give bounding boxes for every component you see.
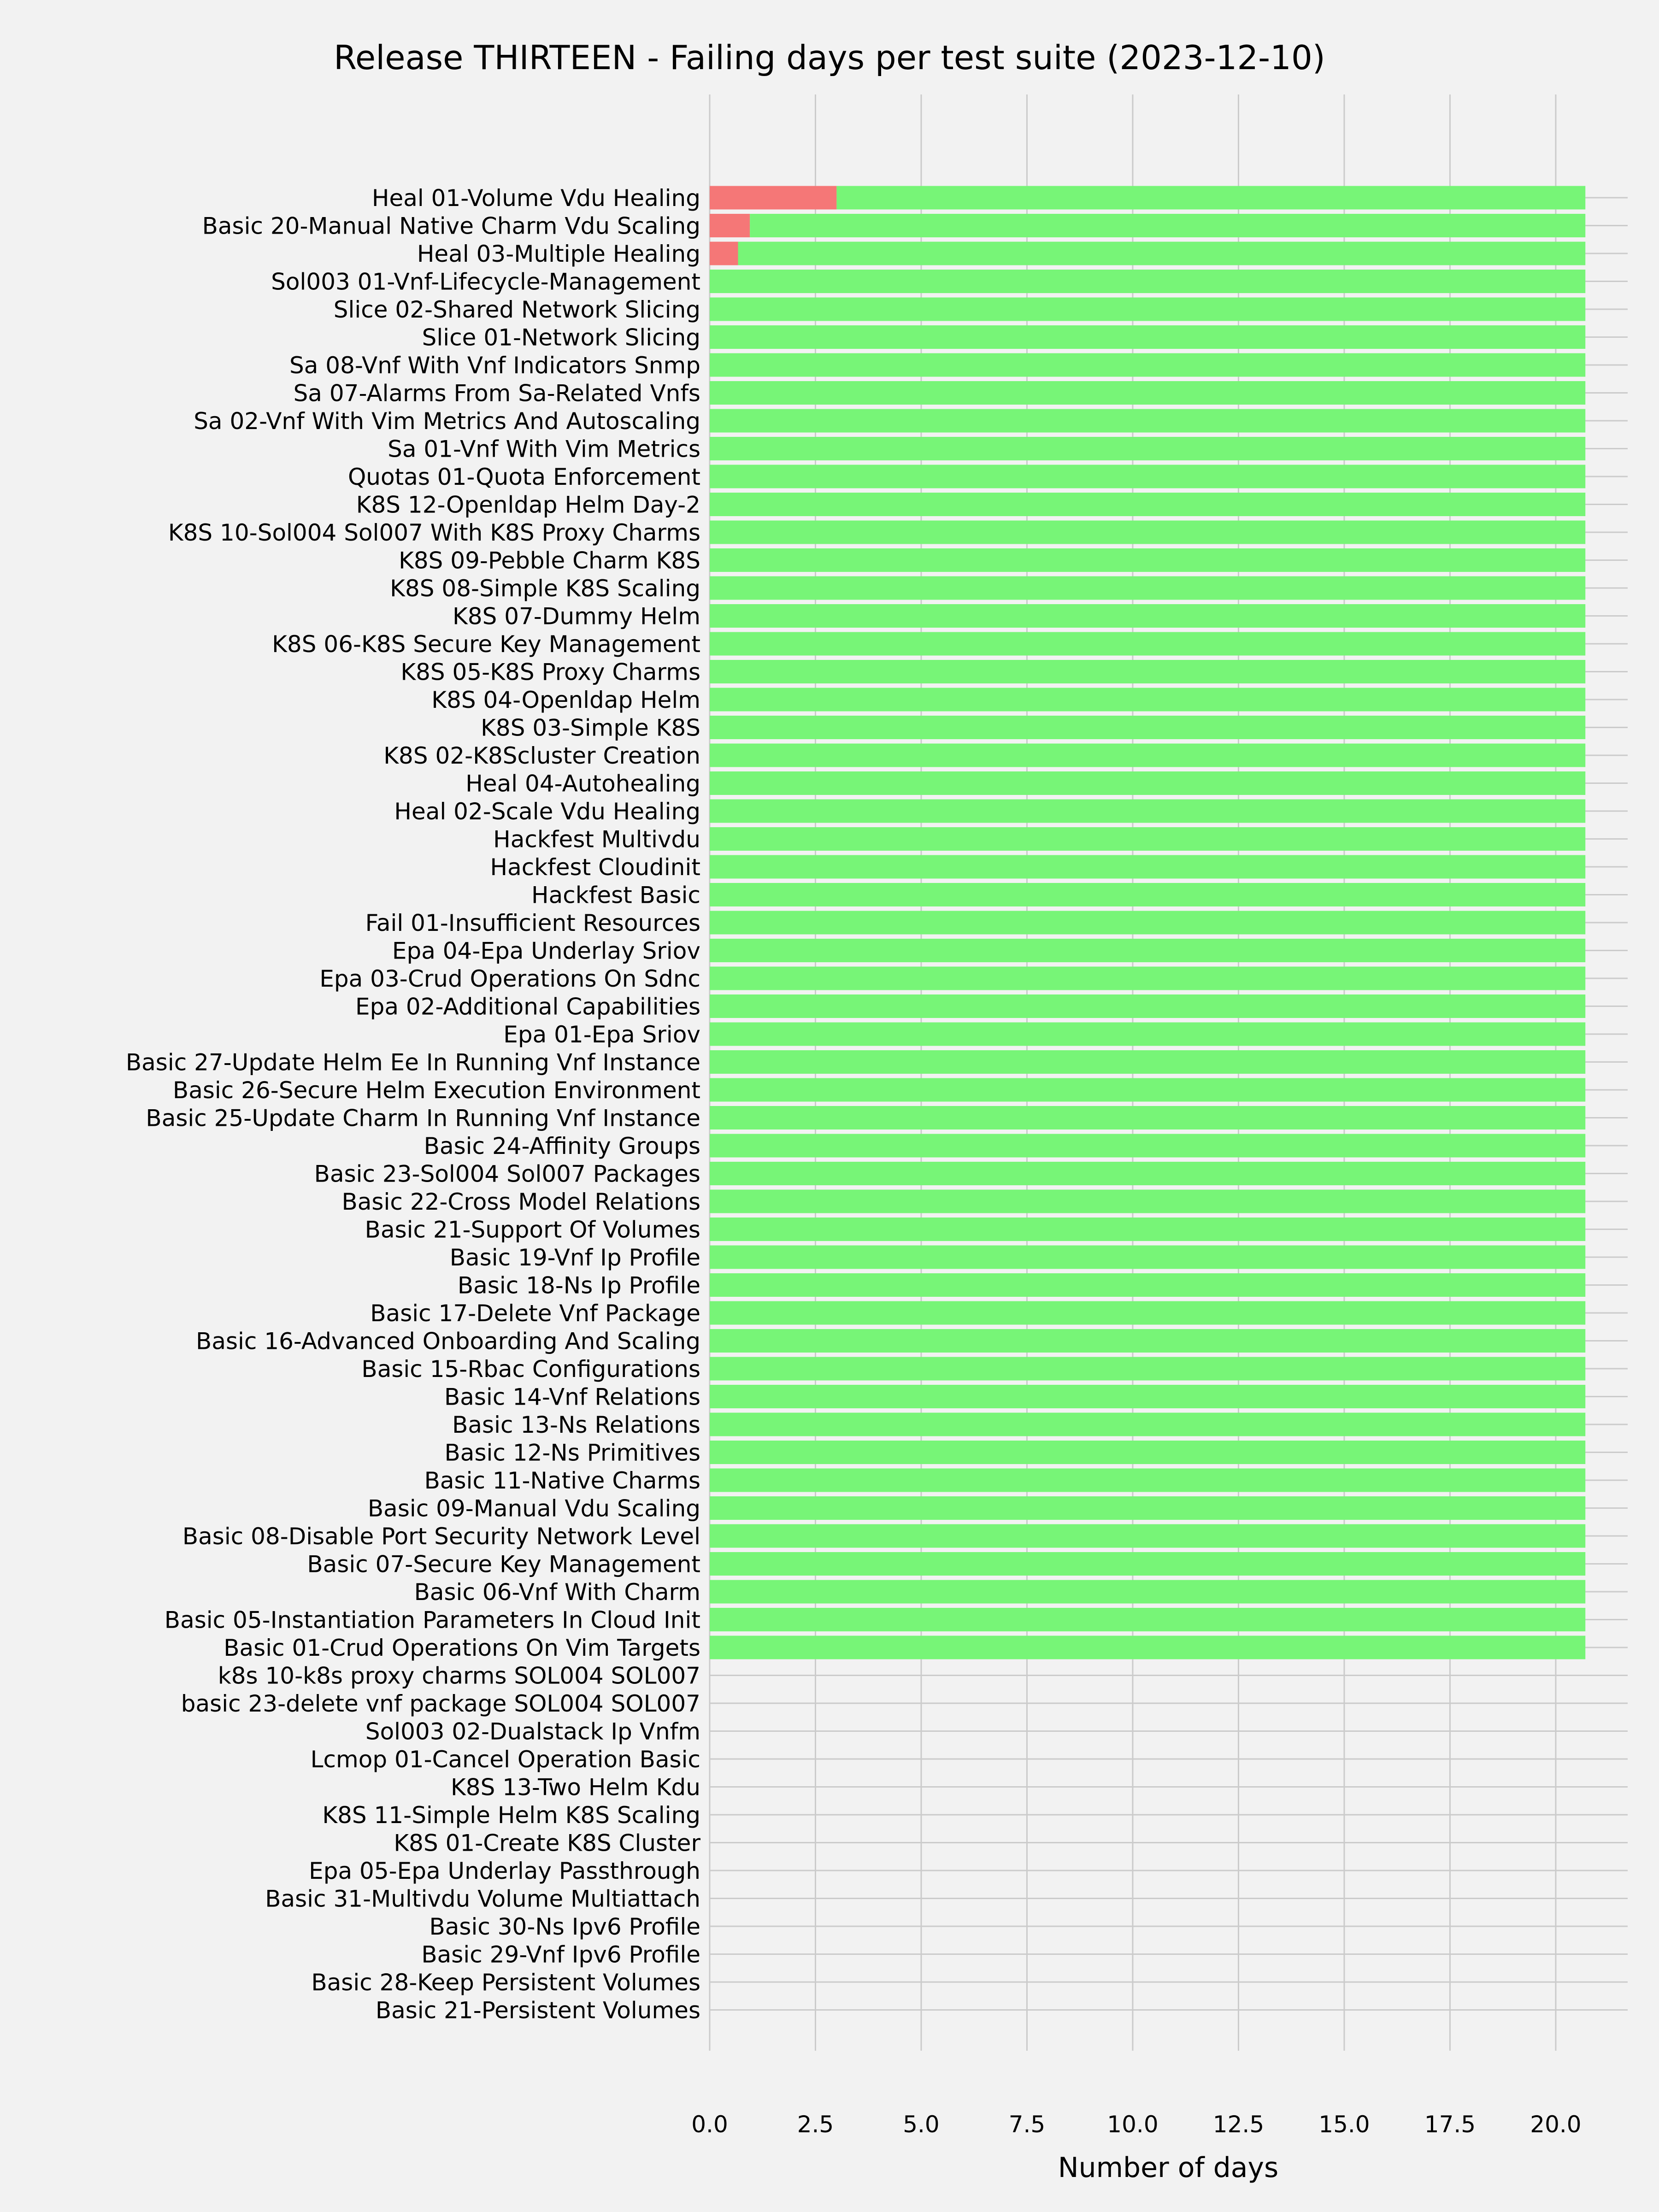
bar-pass-41 [710,1301,1585,1325]
bar-pass-14 [710,548,1585,572]
bar-pass-3 [738,242,1586,265]
category-label: Basic 06-Vnf With Charm [414,1579,700,1606]
x-tick-label: 7.5 [1008,2111,1046,2138]
bar-pass-26 [710,883,1585,906]
bar-pass-15 [710,577,1585,600]
x-tick-label: 15.0 [1318,2111,1370,2138]
category-label: Heal 02-Scale Vdu Healing [394,798,700,825]
bar-pass-11 [710,465,1585,488]
bar-pass-25 [710,855,1585,879]
x-tick-label: 0.0 [691,2111,728,2138]
bar-pass-33 [710,1078,1585,1102]
bar-pass-18 [710,660,1585,683]
category-label: Sol003 02-Dualstack Ip Vnfm [365,1718,700,1745]
chart-title: Release THIRTEEN - Failing days per test suite (2023-12-10) [334,38,1325,77]
category-label: Basic 17-Delete Vnf Package [370,1300,700,1327]
category-label: Basic 09-Manual Vdu Scaling [367,1495,700,1522]
category-label: K8S 08-Simple K8S Scaling [390,575,700,602]
bar-pass-34 [710,1106,1585,1130]
category-label: K8S 13-Two Helm Kdu [450,1774,700,1801]
category-label: Slice 01-Network Slicing [422,324,700,351]
bar-pass-49 [710,1524,1585,1548]
category-label: Basic 31-Multivdu Volume Multiattach [265,1885,700,1912]
category-label: K8S 06-K8S Secure Key Management [272,631,700,658]
category-label: Basic 01-Crud Operations On Vim Targets [224,1635,700,1661]
bar-pass-20 [710,716,1585,739]
category-label: K8S 11-Simple Helm K8S Scaling [322,1802,700,1829]
category-label: Sa 01-Vnf With Vim Metrics [388,435,700,463]
category-label: K8S 02-K8Scluster Creation [383,742,700,769]
category-label: Basic 16-Advanced Onboarding And Scaling [196,1328,700,1355]
x-tick-label: 5.0 [903,2111,940,2138]
bar-pass-29 [710,967,1585,990]
bar-pass-53 [710,1636,1585,1659]
bar-pass-45 [710,1413,1585,1436]
category-label: Epa 02-Additional Capabilities [355,993,700,1020]
category-label: Basic 21-Persistent Volumes [375,1997,700,2024]
bar-pass-47 [710,1469,1585,1492]
category-label: Sol003 01-Vnf-Lifecycle-Management [271,268,700,295]
category-label: Basic 11-Native Charms [424,1467,700,1494]
bar-pass-38 [710,1218,1585,1241]
category-label: Heal 04-Autohealing [465,770,700,797]
bar-pass-19 [710,688,1585,712]
category-label: k8s 10-k8s proxy charms SOL004 SOL007 [218,1662,700,1689]
bar-pass-36 [710,1162,1585,1185]
bar-pass-44 [710,1385,1585,1408]
bar-pass-31 [710,1023,1585,1046]
category-label: K8S 12-Openldap Helm Day-2 [356,491,700,518]
category-label: Hackfest Cloudinit [490,854,700,881]
category-label: K8S 09-Pebble Charm K8S [399,547,700,574]
bar-pass-17 [710,632,1585,656]
category-label: Sa 07-Alarms From Sa-Related Vnfs [293,380,700,407]
category-label: Sa 08-Vnf With Vnf Indicators Snmp [289,352,700,379]
category-label: Heal 03-Multiple Healing [417,241,700,267]
category-label: K8S 04-Openldap Helm [431,687,700,713]
bar-pass-1 [836,186,1585,210]
bar-pass-22 [710,771,1585,795]
bar-pass-40 [710,1273,1585,1297]
bar-pass-42 [710,1329,1585,1353]
bar-pass-32 [710,1050,1585,1074]
category-label: Basic 26-Secure Helm Execution Environment [172,1077,700,1104]
category-label: Basic 12-Ns Primitives [444,1439,700,1466]
category-label: Basic 29-Vnf Ipv6 Profile [421,1941,700,1968]
category-label: Heal 01-Volume Vdu Healing [371,185,700,212]
x-tick-label: 10.0 [1107,2111,1159,2138]
category-label: K8S 05-K8S Proxy Charms [400,659,700,686]
category-label: K8S 03-Simple K8S [481,714,700,741]
category-label: Basic 05-Instantiation Parameters In Cloud Init [164,1606,700,1634]
category-label: K8S 01-Create K8S Cluster [394,1830,700,1857]
category-label: K8S 07-Dummy Helm [453,603,700,630]
category-label: Basic 15-Rbac Configurations [361,1356,700,1382]
category-label: Epa 05-Epa Underlay Passthrough [309,1858,700,1884]
x-tick-label: 2.5 [797,2111,834,2138]
bar-pass-8 [710,381,1585,405]
bar-pass-2 [750,214,1585,237]
bar-pass-7 [710,353,1585,377]
bar-pass-24 [710,827,1585,851]
category-label: basic 23-delete vnf package SOL004 SOL007 [181,1690,700,1717]
category-label: Basic 19-Vnf Ip Profile [449,1244,700,1271]
x-axis-ticks [691,2111,1581,2138]
bar-pass-51 [710,1580,1585,1604]
bar-pass-46 [710,1441,1585,1464]
bar-pass-10 [710,437,1585,460]
category-label: Basic 08-Disable Port Security Network Level [182,1523,700,1550]
bar-pass-23 [710,800,1585,823]
bar-pass-39 [710,1246,1585,1269]
bar-pass-21 [710,744,1585,767]
category-label: Basic 22-Cross Model Relations [341,1188,700,1215]
category-label: Basic 20-Manual Native Charm Vdu Scaling [202,212,700,240]
bar-pass-52 [710,1608,1585,1631]
category-label: Basic 13-Ns Relations [452,1412,700,1438]
bar-fail-2 [710,214,750,237]
bar-pass-4 [710,270,1585,293]
category-label: Epa 04-Epa Underlay Sriov [392,937,700,965]
category-label: Basic 24-Affinity Groups [424,1133,700,1159]
category-label: Lcmop 01-Cancel Operation Basic [310,1746,700,1773]
bar-pass-43 [710,1357,1585,1381]
bar-pass-12 [710,493,1585,516]
x-tick-label: 12.5 [1212,2111,1265,2138]
bar-pass-27 [710,911,1585,935]
category-label: Basic 25-Update Charm In Running Vnf Instance [146,1105,700,1132]
bar-pass-30 [710,994,1585,1018]
category-label: Epa 03-Crud Operations On Sdnc [319,965,700,992]
category-label: Quotas 01-Quota Enforcement [347,464,700,490]
bar-pass-6 [710,325,1585,349]
category-label: Basic 21-Support Of Volumes [365,1216,700,1243]
category-label: K8S 10-Sol004 Sol007 With K8S Proxy Charms [168,519,700,546]
category-label: Basic 28-Keep Persistent Volumes [311,1969,700,1996]
bar-pass-13 [710,521,1585,544]
bar-fail-3 [710,242,738,265]
category-label: Fail 01-Insufficient Resources [365,910,700,936]
category-label: Epa 01-Epa Sriov [503,1021,700,1048]
category-label: Basic 27-Update Helm Ee In Running Vnf Instance [125,1049,700,1076]
category-label: Basic 14-Vnf Relations [444,1383,700,1411]
bar-pass-16 [710,604,1585,628]
category-label: Hackfest Multivdu [493,826,700,853]
category-label: Basic 30-Ns Ipv6 Profile [429,1913,700,1940]
category-label: Basic 23-Sol004 Sol007 Packages [314,1160,700,1188]
bar-pass-5 [710,298,1585,321]
category-label: Basic 07-Secure Key Management [307,1551,700,1578]
category-label: Slice 02-Shared Network Slicing [333,296,700,323]
bar-pass-35 [710,1134,1585,1158]
x-tick-label: 20.0 [1530,2111,1582,2138]
x-tick-label: 17.5 [1424,2111,1476,2138]
category-label: Hackfest Basic [531,882,700,909]
bar-pass-28 [710,939,1585,962]
category-label: Basic 18-Ns Ip Profile [457,1272,700,1299]
bar-pass-9 [710,409,1585,433]
bar-pass-50 [710,1552,1585,1576]
category-label: Sa 02-Vnf With Vim Metrics And Autoscaling [194,408,700,435]
bar-fail-1 [710,186,836,210]
bar-pass-37 [710,1190,1585,1213]
bar-pass-48 [710,1496,1585,1520]
x-axis-title: Number of days [1058,2152,1279,2184]
